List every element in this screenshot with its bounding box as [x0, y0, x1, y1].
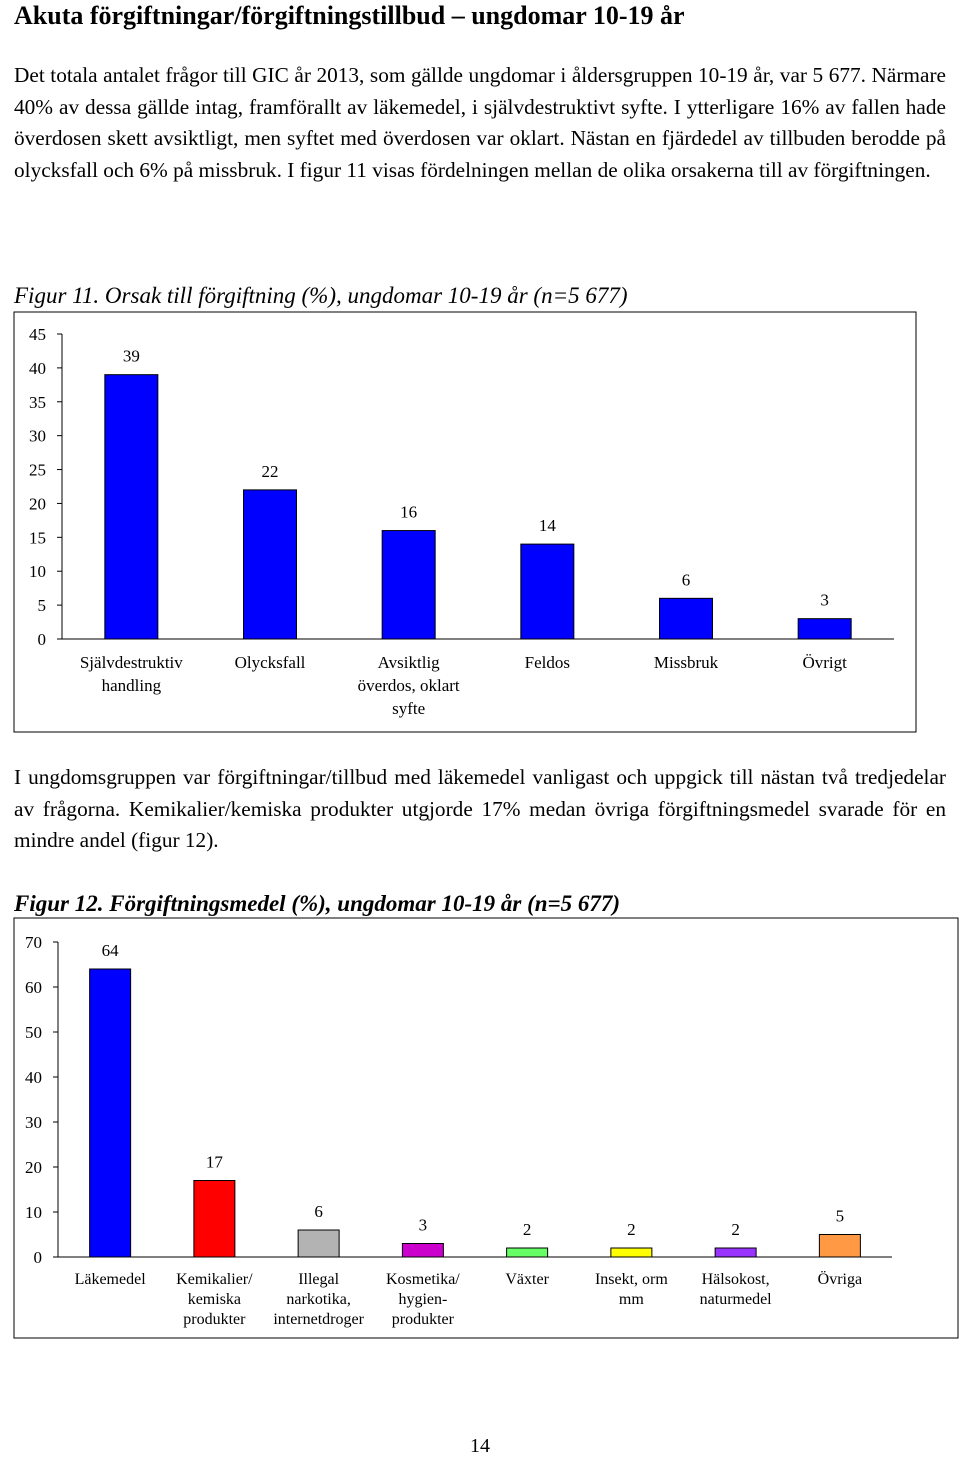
bar-value-label: 3 [418, 1215, 428, 1235]
category-label: syfte [392, 699, 426, 718]
y-tick-label: 60 [25, 978, 42, 997]
y-tick-label: 40 [25, 1068, 42, 1087]
y-tick-label: 20 [29, 494, 46, 514]
bar [298, 1230, 339, 1257]
bar-value-label: 39 [122, 346, 140, 366]
page-number: 14 [470, 1435, 490, 1457]
category-label: handling [101, 676, 162, 695]
y-tick-label: 0 [33, 1248, 42, 1267]
category-label: Läkemedel [74, 1271, 146, 1288]
y-tick-label: 70 [25, 933, 42, 952]
bar [660, 598, 713, 639]
category-label: Övrigt [802, 653, 847, 672]
page-heading: Akuta förgiftningar/förgiftningstillbud – ungdomar 10-19 år [14, 1, 685, 30]
bar-value-label: 14 [538, 516, 556, 536]
bar [90, 969, 131, 1257]
bar-value-label: 6 [314, 1202, 323, 1221]
bar [105, 375, 158, 639]
figure-12-chart [0, 915, 960, 1345]
category-label: produkter [183, 1311, 246, 1328]
y-tick-label: 10 [29, 562, 46, 582]
bar-value-label: 16 [400, 502, 418, 522]
bar-value-label: 17 [205, 1152, 223, 1172]
category-label: Illegal [298, 1271, 340, 1288]
bar-value-label: 6 [681, 570, 691, 590]
category-label: hygien- [398, 1291, 448, 1308]
bar [521, 544, 574, 639]
category-label: internetdroger [273, 1311, 364, 1328]
bar-value-label: 5 [835, 1206, 845, 1226]
category-label: kemiska [187, 1291, 242, 1308]
category-label: Hälsokost, [701, 1271, 770, 1288]
y-tick-label: 10 [25, 1203, 42, 1222]
bar-value-label: 22 [261, 461, 279, 481]
category-label: Kosmetika/ [385, 1271, 460, 1288]
bar [819, 1235, 860, 1258]
bar [715, 1248, 756, 1257]
category-label: Feldos [524, 653, 571, 672]
y-tick-label: 0 [37, 630, 46, 649]
y-tick-label: 40 [29, 358, 46, 378]
bar [507, 1248, 548, 1257]
bar-value-label: 2 [627, 1220, 636, 1239]
category-label: Växter [505, 1271, 549, 1288]
bar-value-label: 2 [522, 1220, 532, 1239]
intro-paragraph: Det totala antalet frågor till GIC år 2013, som gällde ungdomar i åldersgruppen 10-19 år, var 5 677. Närmare 40% av dessa gällde intag, framförallt av läkemedel, i självdestruktivt syfte. I ytterligare 16% av fallen hade överdosen skett avsiktligt, men syftet med överdosen var oklart. Nästan en fjärdedel av tillbuden berodde på olycksfall och 6% på missbruk. I figur 11 visas fördelningen mellan de olika orsakerna till av förgiftningen. [14, 63, 946, 182]
category-label: produkter [391, 1311, 454, 1328]
category-label: Olycksfall [234, 653, 306, 672]
figure-11-chart [0, 300, 960, 740]
category-label: överdos, oklart [357, 676, 460, 695]
bar-value-label: 2 [731, 1220, 740, 1239]
category-label: Avsiktlig [377, 653, 440, 672]
y-tick-label: 20 [25, 1158, 42, 1177]
figure-11-title: Figur 11. Orsak till förgiftning (%), ungdomar 10-19 år (n=5 677) [14, 283, 628, 308]
category-label: Missbruk [653, 653, 719, 672]
category-label: naturmedel [699, 1291, 772, 1308]
category-label: Insekt, orm [594, 1271, 668, 1288]
category-label: Övriga [817, 1271, 863, 1288]
category-label: narkotika, [286, 1291, 351, 1308]
y-tick-label: 15 [29, 528, 46, 548]
y-tick-label: 25 [29, 460, 46, 480]
second-paragraph: I ungdomsgruppen var förgiftningar/tillbud med läkemedel vanligast och uppgick till nästan två tredjedelar av frågorna. Kemikalier/kemiska produkter utgjorde 17% medan övriga förgiftningsmedel svarade för en mindre andel (figur 12). [14, 765, 946, 853]
category-label: Självdestruktiv [79, 653, 183, 672]
y-tick-label: 30 [29, 426, 46, 446]
y-tick-label: 50 [25, 1023, 42, 1042]
category-label: Kemikalier/ [176, 1271, 253, 1288]
bar [611, 1248, 652, 1257]
bar [402, 1244, 443, 1258]
bar [798, 619, 851, 639]
bar [194, 1181, 235, 1258]
bar [382, 531, 435, 639]
y-tick-label: 35 [29, 392, 46, 412]
y-tick-label: 30 [25, 1113, 42, 1132]
figure-12-title: Figur 12. Förgiftningsmedel (%), ungdomar 10-19 år (n=5 677) [14, 891, 621, 916]
y-tick-label: 5 [37, 596, 46, 616]
chart-frame [14, 918, 958, 1338]
y-tick-label: 45 [29, 325, 46, 344]
bar-value-label: 64 [101, 941, 119, 960]
bar-value-label: 3 [820, 590, 829, 610]
category-label: mm [618, 1291, 644, 1308]
bar [244, 490, 297, 639]
